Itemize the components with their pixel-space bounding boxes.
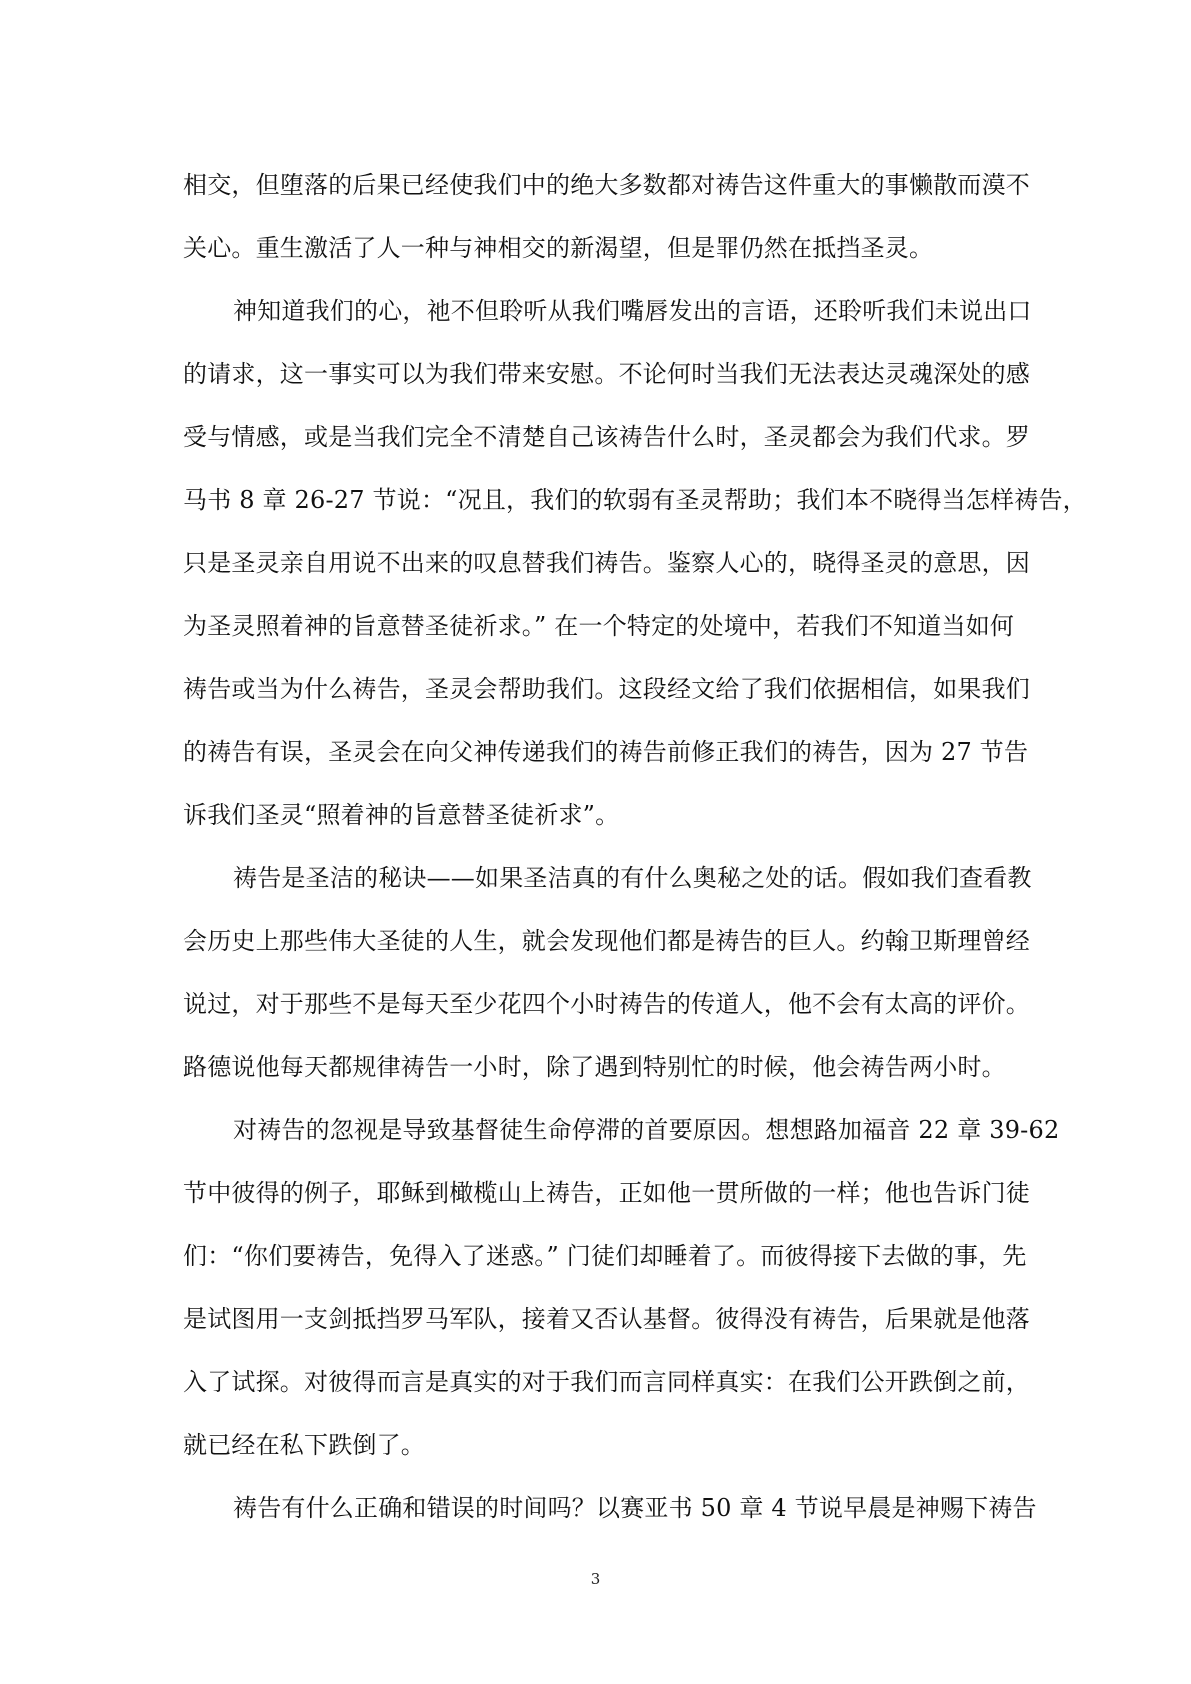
text-line: 节中彼得的例子，耶稣到橄榄山上祷告，正如他一贯所做的一样；他也告诉门徒 bbox=[183, 1179, 1030, 1207]
page-number: 3 bbox=[590, 1570, 601, 1588]
text-line: 祷告或当为什么祷告，圣灵会帮助我们。这段经文给了我们依据相信，如果我们 bbox=[183, 675, 1030, 703]
paragraph-first-line: 祷告有什么正确和错误的时间吗？以赛亚书 50 章 4 节说早晨是神赐下祷告 bbox=[233, 1494, 1037, 1522]
text-line: 相交，但堕落的后果已经使我们中的绝大多数都对祷告这件重大的事懒散而漠不 bbox=[183, 171, 1030, 199]
text-line: 们：“你们要祷告，免得入了迷惑。” 门徒们却睡着了。而彼得接下去做的事，先 bbox=[183, 1242, 1027, 1270]
text-line: 只是圣灵亲自用说不出来的叹息替我们祷告。鉴察人心的，晓得圣灵的意思，因 bbox=[183, 549, 1030, 577]
text-line: 受与情感，或是当我们完全不清楚自己该祷告什么时，圣灵都会为我们代求。罗 bbox=[183, 423, 1030, 451]
text-line: 路德说他每天都规律祷告一小时，除了遇到特别忙的时候，他会祷告两小时。 bbox=[183, 1053, 1006, 1081]
text-line: 诉我们圣灵“照着神的旨意替圣徒祈求”。 bbox=[183, 801, 620, 829]
text-line: 关心。重生激活了人一种与神相交的新渴望，但是罪仍然在抵挡圣灵。 bbox=[183, 234, 934, 262]
text-line: 的祷告有误，圣灵会在向父神传递我们的祷告前修正我们的祷告，因为 27 节告 bbox=[183, 738, 1029, 766]
paragraph-first-line: 祷告是圣洁的秘诀——如果圣洁真的有什么奥秘之处的话。假如我们查看教 bbox=[233, 864, 1032, 892]
text-line: 是试图用一支剑抵挡罗马军队，接着又否认基督。彼得没有祷告，后果就是他落 bbox=[183, 1305, 1030, 1333]
text-line: 的请求，这一事实可以为我们带来安慰。不论何时当我们无法表达灵魂深处的感 bbox=[183, 360, 1030, 388]
text-line: 就已经在私下跌倒了。 bbox=[183, 1431, 425, 1459]
text-line: 说过，对于那些不是每天至少花四个小时祷告的传道人，他不会有太高的评价。 bbox=[183, 990, 1030, 1018]
text-line: 马书 8 章 26-27 节说：“况且，我们的软弱有圣灵帮助；我们本不晓得当怎样祷告， bbox=[183, 486, 1087, 514]
paragraph-first-line: 神知道我们的心，祂不但聆听从我们嘴唇发出的言语，还聆听我们未说出口 bbox=[233, 297, 1032, 325]
text-line: 为圣灵照着神的旨意替圣徒祈求。” 在一个特定的处境中，若我们不知道当如何 bbox=[183, 612, 1015, 640]
body-text bbox=[183, 154, 1087, 1540]
text-line: 入了试探。对彼得而言是真实的对于我们而言同样真实：在我们公开跌倒之前， bbox=[183, 1368, 1030, 1396]
paragraph-first-line: 对祷告的忽视是导致基督徒生命停滞的首要原因。想想路加福音 22 章 39-62 bbox=[233, 1116, 1060, 1144]
text-line: 会历史上那些伟大圣徒的人生，就会发现他们都是祷告的巨人。约翰卫斯理曾经 bbox=[183, 927, 1030, 955]
